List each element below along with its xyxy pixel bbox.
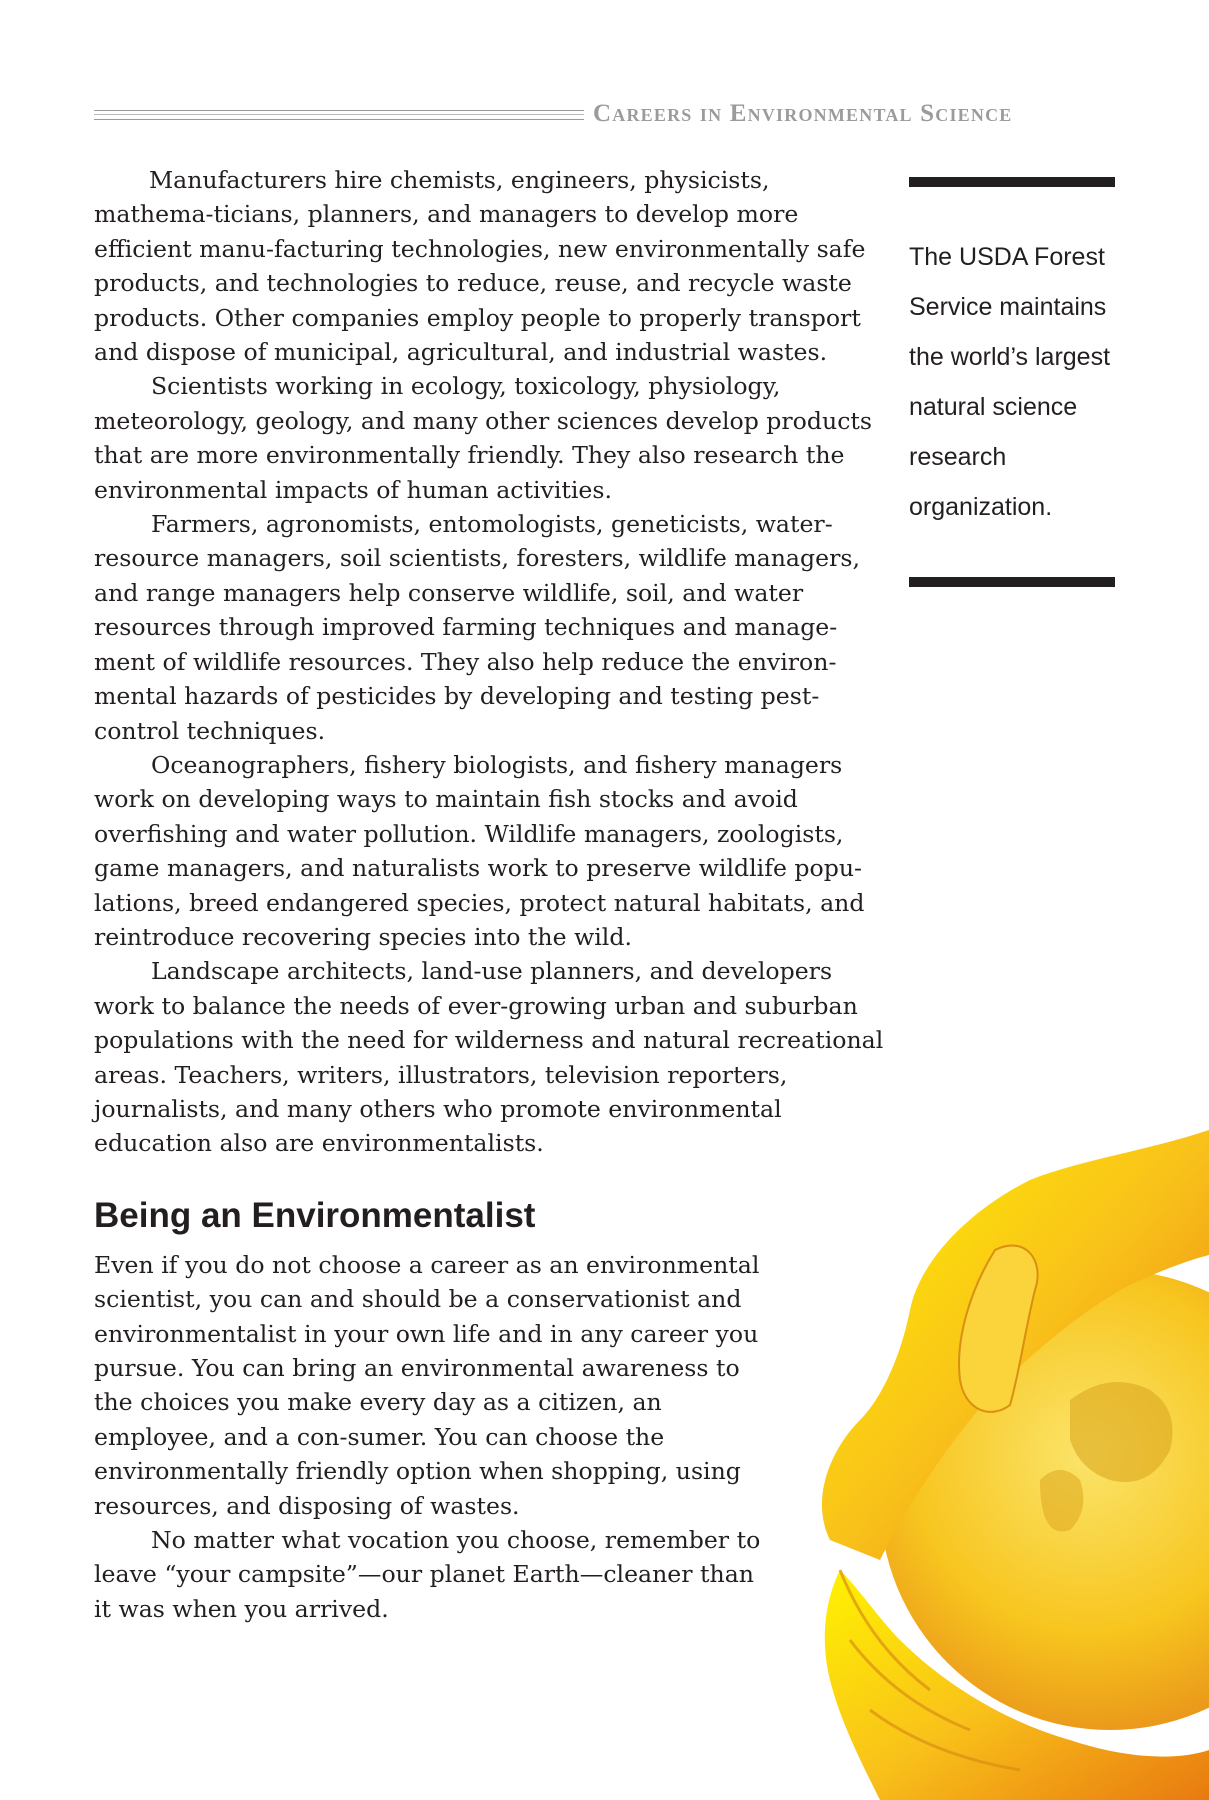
hands-holding-globe-icon — [820, 1120, 1209, 1800]
paragraph-oceanographers: Oceanographers, fishery biologists, and fishery managers work on developing ways to maintain fish stocks and avoid overfishing and water pollution. Wildlife managers, zoologists, game managers, and naturalists work to preserve wildlife popu-lations, breed endangered species, protect natural habitats, and reintroduce recovering species into the wild. — [94, 750, 865, 951]
paragraph-manufacturers: Manufacturers hire chemists, engineers, physicists, mathema-ticians, planners, and managers to develop more efficient manu-facturing technologies, new environmentally safe products, and technologies to reduce, reuse, and recycle waste products. Other companies employ people to properly transport and dispose of municipal, agricultural, and industrial wastes. — [94, 166, 866, 367]
paragraph-campsite: No matter what vocation you choose, remember to leave “your campsite”—our planet Earth—cleaner than it was when you arrived. — [94, 1526, 761, 1623]
paragraph-being-environmentalist: Even if you do not choose a career as an environmental scientist, you can and should be a conservationist and environmentalist in your own life and in any career you pursue. You can bring an environmental awareness to the choices you make every day as a citizen, an employee, and a con-sumer. You can choose the environmentally friendly option when shopping, using resources, and disposing of wastes. — [94, 1250, 760, 1520]
paragraph-landscape-architects: Landscape architects, land-use planners, and developers work to balance the needs of ever-growing urban and suburban populations with the need for wilderness and natural recreational areas. Teachers, writers, illustrators, television reporters, journalists, and many others who promote environmental education also are environmentalists. — [94, 957, 884, 1158]
body-column — [94, 163, 884, 1626]
paragraph-scientists: Scientists working in ecology, toxicology, physiology, meteorology, geology, and many other sciences develop products that are more environmentally friendly. They also research the environmental impacts of human activities. — [94, 372, 872, 504]
paragraph-farmers: Farmers, agronomists, entomologists, geneticists, water-resource managers, soil scientists, foresters, wildlife managers, and range managers help conserve wildlife, soil, and water resources through improved farming techniques and manage-ment of wildlife resources. They also help reduce the environ-mental hazards of pesticides by developing and testing pest-control techniques. — [94, 510, 860, 745]
sidebar-fact: The USDA Forest Service maintains the world’s largest natural science research organization. — [909, 243, 1111, 521]
section-heading: Being an Environmentalist — [94, 1195, 536, 1235]
sidebar-top-rule — [909, 177, 1115, 187]
sidebar-bottom-rule — [909, 577, 1115, 587]
header-rule — [94, 110, 584, 120]
running-head: Careers in Environmental Science — [593, 100, 1013, 127]
